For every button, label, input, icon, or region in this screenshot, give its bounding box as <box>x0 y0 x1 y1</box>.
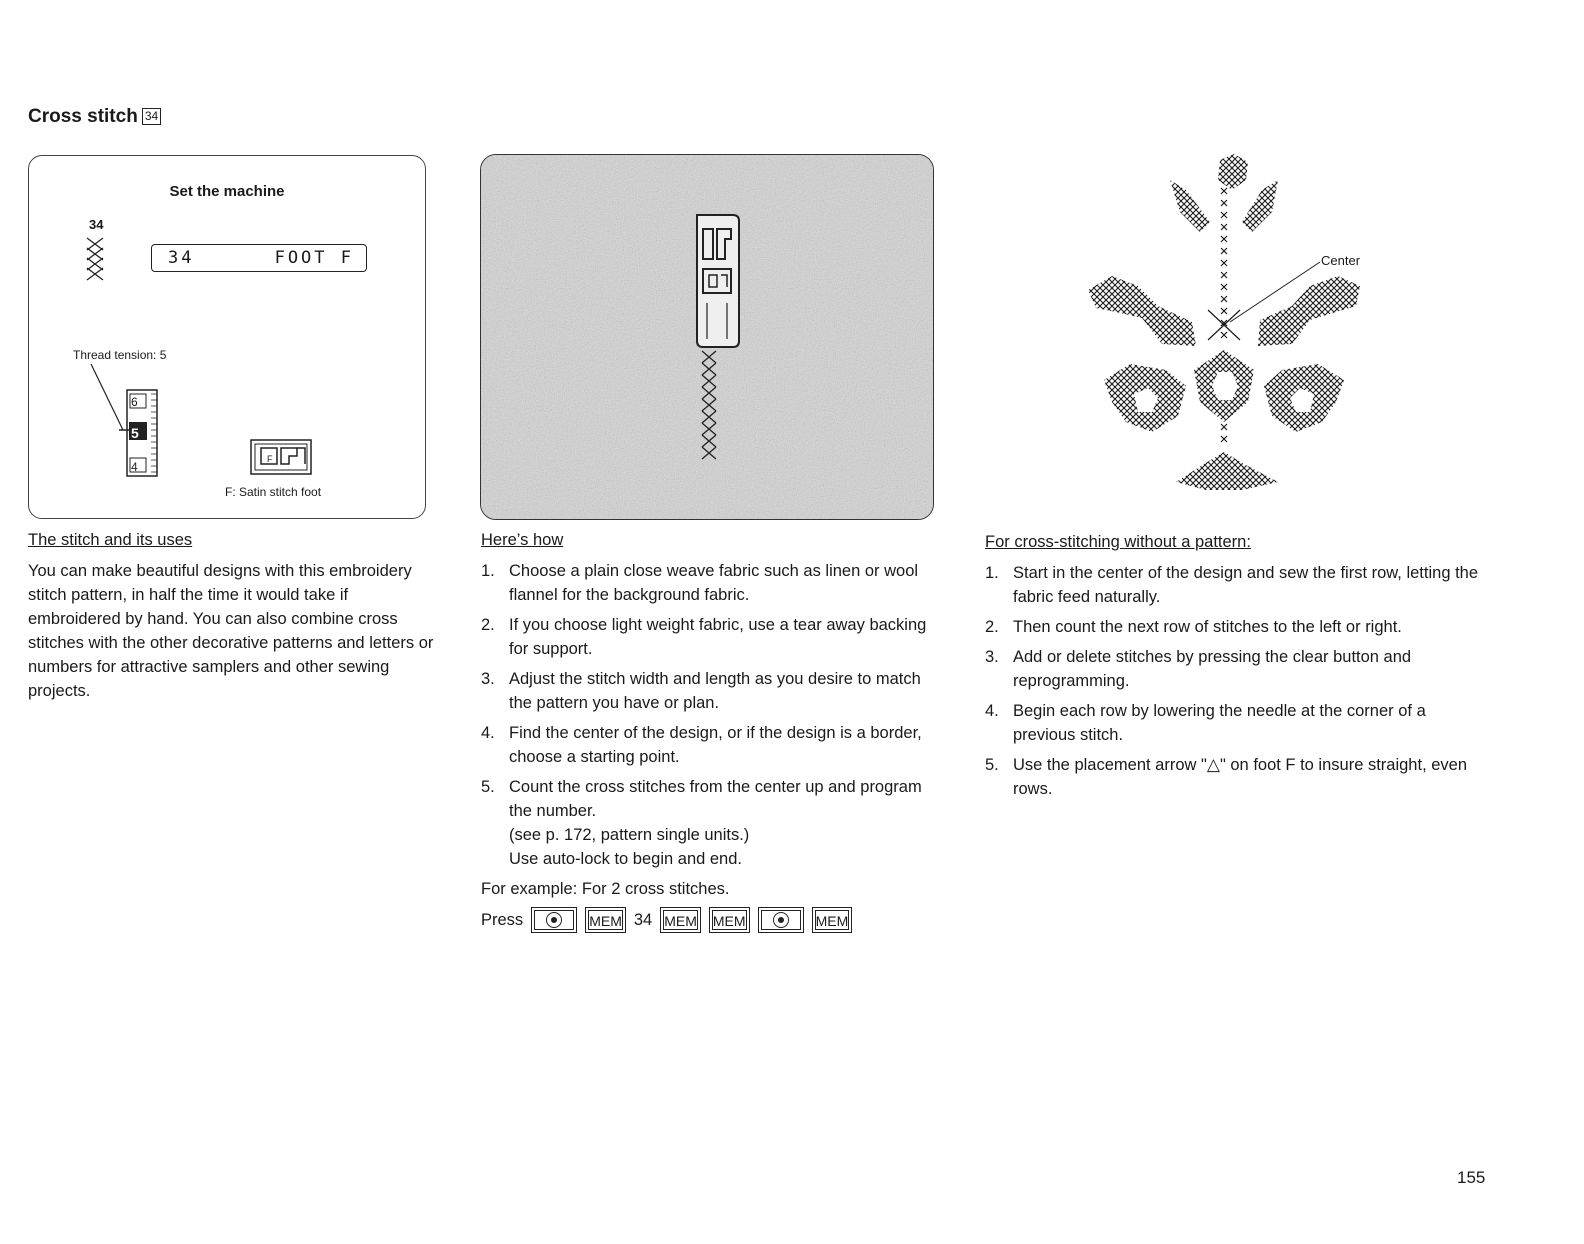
step-text: Add or delete stitches by pressing the clear button and reprogramming. <box>1013 648 1412 690</box>
stitch-pattern-number: 34 <box>89 217 104 232</box>
page-title <box>28 106 161 128</box>
step-note: Use auto-lock to begin and end. <box>509 850 742 868</box>
heres-how-section <box>481 528 941 933</box>
sewing-photo <box>480 154 934 520</box>
tension-value-current: 5 <box>131 425 139 441</box>
page-title-text: Cross stitch <box>28 106 138 127</box>
mem-key: MEM <box>812 907 853 933</box>
stitch-uses-heading: The stitch and its uses <box>28 531 193 549</box>
tension-value-low: 4 <box>131 460 138 474</box>
key-sequence <box>481 907 941 933</box>
step-text: If you choose light weight fabric, use a tear away backing for support. <box>509 616 927 658</box>
lcd-display <box>151 244 367 272</box>
auto-lock-icon <box>773 912 789 928</box>
foot-label: F: Satin stitch foot <box>225 485 322 499</box>
tension-value-high: 6 <box>131 395 138 409</box>
tension-dial-numbers <box>130 394 150 474</box>
heres-how-heading: Here’s how <box>481 531 564 549</box>
satin-stitch-foot-icon <box>247 438 317 478</box>
list-item <box>985 645 1485 693</box>
list-item <box>985 753 1485 801</box>
press-label: Press <box>481 911 524 929</box>
center-label: Center <box>1321 253 1361 268</box>
presser-foot-icon <box>687 211 747 471</box>
auto-lock-key <box>531 907 577 933</box>
step-text: Begin each row by lowering the needle at the corner of a previous stitch. <box>1013 702 1426 744</box>
step-text: Find the center of the design, or if the design is a border, choose a starting point. <box>509 724 922 766</box>
list-item <box>481 613 941 661</box>
example-text: For example: For 2 cross stitches. <box>481 880 730 898</box>
step-number: 1. <box>985 564 999 582</box>
list-item <box>481 775 941 871</box>
step-text: Choose a plain close weave fabric such as linen or wool flannel for the background fabric. <box>509 562 919 604</box>
list-item <box>481 559 941 607</box>
mem-key: MEM <box>660 907 701 933</box>
heres-how-steps <box>481 559 941 871</box>
step-text: Start in the center of the design and sew the first row, letting the fabric feed naturally. <box>1013 564 1479 606</box>
stitch-number-badge: 34 <box>142 108 161 125</box>
step-text: " on foot F to insure straight, even rows. <box>1013 756 1468 798</box>
step-note: (see p. 172, pattern single units.) <box>509 826 750 844</box>
stitch-uses-section <box>28 528 438 703</box>
step-number: 3. <box>481 670 495 688</box>
list-item <box>985 615 1485 639</box>
list-item <box>481 667 941 715</box>
pattern-number: 34 <box>633 911 653 929</box>
step-number: 3. <box>985 648 999 666</box>
step-number: 5. <box>985 756 999 774</box>
panel-title: Set the machine <box>169 183 285 200</box>
list-item <box>481 721 941 769</box>
without-pattern-steps <box>985 561 1485 801</box>
step-number: 2. <box>481 616 495 634</box>
cross-stitch-icon <box>85 236 105 284</box>
auto-lock-icon <box>546 912 562 928</box>
auto-lock-key <box>758 907 804 933</box>
without-pattern-heading: For cross-stitching without a pattern: <box>985 533 1251 551</box>
tension-dial-icon <box>89 362 169 478</box>
step-text: Adjust the stitch width and length as you desire to match the pattern you have or plan. <box>509 670 921 712</box>
step-number: 5. <box>481 778 495 796</box>
thread-tension-label: Thread tension: 5 <box>73 348 167 362</box>
step-text: Count the cross stitches from the center up and program the number. <box>509 778 922 820</box>
placement-arrow-icon: △ <box>1206 755 1220 774</box>
step-number: 4. <box>481 724 495 742</box>
page-number: 155 <box>1457 1168 1486 1187</box>
step-text: Then count the next row of stitches to the left or right. <box>1013 618 1402 636</box>
foot-letter: F <box>267 454 273 464</box>
step-number: 1. <box>481 562 495 580</box>
list-item <box>985 561 1485 609</box>
lcd-pattern-number: 34 <box>168 248 195 268</box>
list-item <box>985 699 1485 747</box>
step-text: Use the placement arrow " <box>1013 756 1207 774</box>
stitch-uses-body: You can make beautiful designs with this embroidery stitch pattern, in half the time it would take if embroidered by hand. You can also combine cross stitches with the other decorative patterns and letters or numbers for attractive samplers and other sewing projects. <box>28 562 434 700</box>
cross-stitch-design-illustration <box>1082 150 1382 500</box>
lcd-foot-text: FOOT F <box>274 248 354 268</box>
set-machine-panel <box>28 155 426 519</box>
mem-key: MEM <box>709 907 750 933</box>
mem-key: MEM <box>585 907 626 933</box>
step-number: 2. <box>985 618 999 636</box>
step-number: 4. <box>985 702 999 720</box>
without-pattern-section <box>985 530 1485 807</box>
